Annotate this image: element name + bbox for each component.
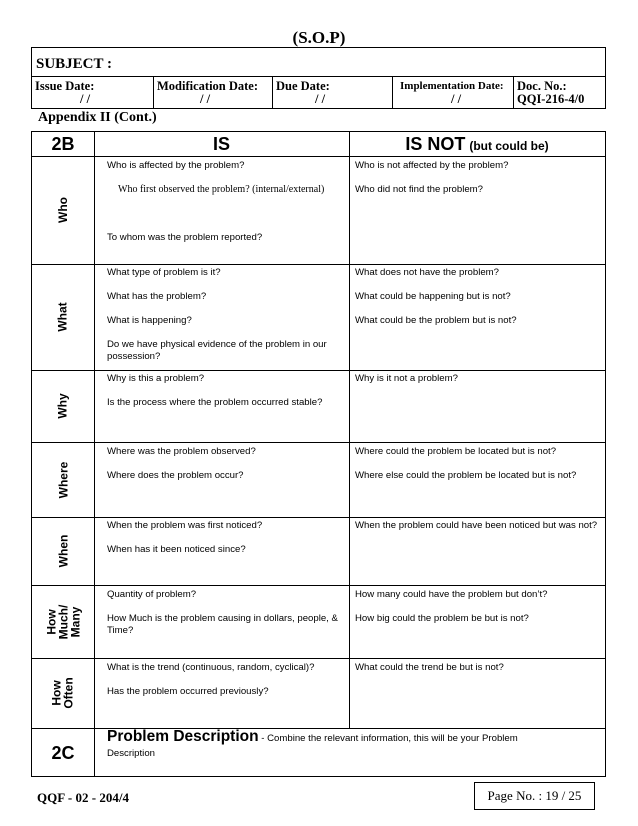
where-is-question: Where was the problem observed? bbox=[107, 446, 256, 457]
who-is-question: To whom was the problem reported? bbox=[107, 232, 263, 243]
where-is-not-question: Where else could the problem be located but is not? bbox=[355, 470, 577, 481]
problem-description-title: Problem Description bbox=[107, 728, 259, 745]
who-is-not-question: Who is not affected by the problem? bbox=[355, 160, 509, 171]
row-label-how-much: How Much/ Many bbox=[43, 604, 82, 639]
how-much-is-question: How Much is the problem causing in dollars, people, & Time? bbox=[107, 613, 338, 636]
is-not-title: IS NOT bbox=[405, 133, 466, 154]
row-divider bbox=[32, 585, 605, 586]
is-not-subtitle: (but could be) bbox=[469, 139, 549, 153]
implementation-date-label: Implementation Date: bbox=[400, 80, 504, 92]
where-is-question: Where does the problem occur? bbox=[107, 470, 244, 481]
is-column-header: IS bbox=[212, 133, 230, 154]
row-label-how-often: How Often bbox=[50, 677, 76, 709]
issue-date-cell bbox=[32, 76, 154, 108]
row-divider bbox=[32, 442, 605, 443]
who-is-not-question: Who did not find the problem? bbox=[355, 184, 483, 195]
how-often-is-question: Has the problem occurred previously? bbox=[107, 686, 269, 697]
row-label-who: Who bbox=[56, 197, 70, 223]
how-much-is-not-question: How many could have the problem but don’t? bbox=[355, 589, 548, 600]
issue-date-label: Issue Date: bbox=[35, 79, 95, 93]
what-is-not-question: What could be the problem but is not? bbox=[355, 315, 517, 326]
what-is-not-question: What does not have the problem? bbox=[355, 267, 499, 278]
is-is-not-table bbox=[31, 131, 606, 777]
row-divider bbox=[32, 658, 605, 659]
section-2b-label: 2B bbox=[51, 133, 75, 154]
form-code: QQF - 02 - 204/4 bbox=[37, 790, 129, 805]
problem-description-text: - Combine the relevant information, this will be your Problem Description bbox=[107, 733, 518, 759]
problem-description bbox=[107, 729, 567, 761]
row-divider bbox=[32, 370, 605, 371]
document-title: (S.O.P) bbox=[292, 28, 346, 47]
modification-date-label: Modification Date: bbox=[157, 79, 259, 93]
what-is-question: What type of problem is it? bbox=[107, 267, 221, 278]
modification-date-value: / / bbox=[200, 92, 211, 106]
subject-label: SUBJECT : bbox=[36, 56, 112, 72]
where-is-not-question: Where could the problem be located but is not? bbox=[355, 446, 557, 457]
what-is-not-question: What could be happening but is not? bbox=[355, 291, 511, 302]
why-is-question: Is the process where the problem occurred stable? bbox=[107, 397, 323, 408]
page-number: Page No. : 19 / 25 bbox=[474, 782, 595, 810]
issue-date-value: / / bbox=[80, 92, 91, 106]
how-much-is-not-question: How big could the problem be but is not? bbox=[355, 613, 529, 624]
row-label-why: Why bbox=[56, 393, 70, 419]
doc-no-cell bbox=[514, 76, 605, 108]
header-box bbox=[31, 47, 606, 109]
doc-no-value: QQI-216-4/0 bbox=[517, 92, 585, 106]
modification-date-cell bbox=[154, 76, 273, 108]
how-much-is-question: Quantity of problem? bbox=[107, 589, 197, 600]
row-divider bbox=[32, 264, 605, 265]
why-is-question: Why is this a problem? bbox=[107, 373, 205, 384]
is-column-divider bbox=[349, 132, 350, 728]
when-is-question: When the problem was first noticed? bbox=[107, 520, 263, 531]
due-date-label: Due Date: bbox=[276, 79, 330, 93]
due-date-cell bbox=[273, 76, 393, 108]
what-is-question: What is happening? bbox=[107, 315, 192, 326]
row-label-when: When bbox=[55, 534, 70, 568]
what-is-question: What has the problem? bbox=[107, 291, 207, 302]
implementation-date-cell bbox=[393, 76, 514, 108]
doc-no-label: Doc. No.: bbox=[517, 79, 567, 93]
appendix-title: Appendix II (Cont.) bbox=[38, 110, 157, 125]
row-divider bbox=[32, 156, 605, 157]
who-is-question: Who first observed the problem? (internal/external) bbox=[118, 184, 325, 195]
label-column-divider bbox=[94, 132, 95, 776]
is-not-column-header bbox=[349, 132, 605, 156]
due-date-value: / / bbox=[315, 92, 326, 106]
who-is-question: Who is affected by the problem? bbox=[107, 160, 245, 171]
row-label-what: What bbox=[55, 302, 70, 332]
when-is-question: When has it been noticed since? bbox=[107, 544, 246, 555]
implementation-date-value: / / bbox=[451, 92, 462, 106]
when-is-not-question: When the problem could have been noticed but was not? bbox=[355, 520, 598, 531]
how-often-is-question: What is the trend (continuous, random, cyclical)? bbox=[107, 662, 315, 673]
what-is-question: Do we have physical evidence of the problem in our possession? bbox=[107, 339, 327, 362]
why-is-not-question: Why is it not a problem? bbox=[355, 373, 458, 384]
row-divider bbox=[32, 517, 605, 518]
section-2c-label: 2C bbox=[51, 742, 75, 763]
how-often-is-not-question: What could the trend be but is not? bbox=[355, 662, 504, 673]
row-label-where: Where bbox=[56, 461, 70, 498]
